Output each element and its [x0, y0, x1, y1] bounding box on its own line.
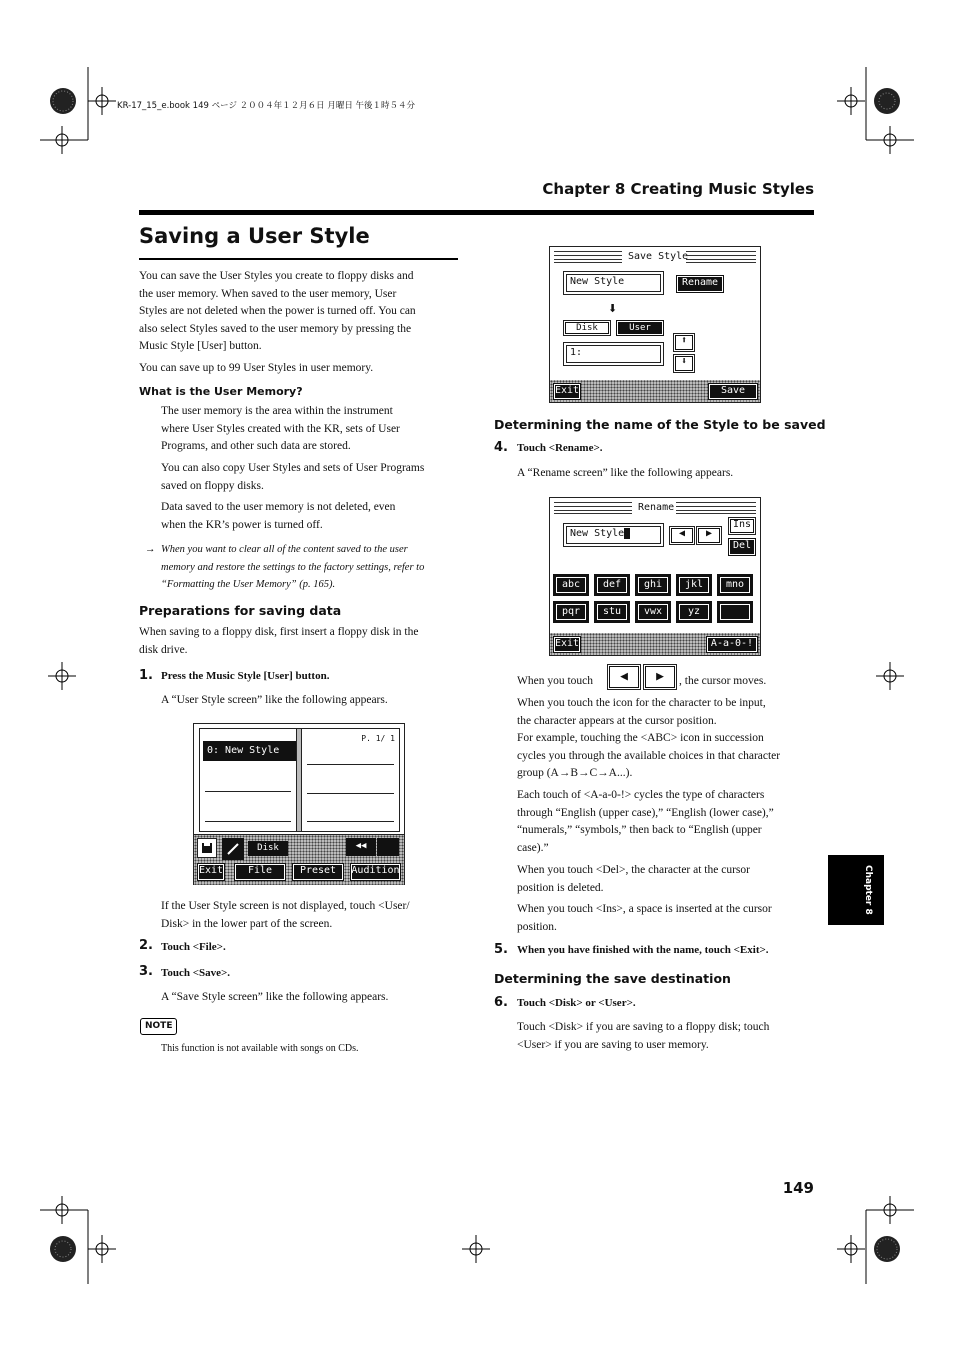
down-arrow-button[interactable]: ⬇	[673, 354, 695, 373]
rewind-button[interactable]: ◀◀	[346, 838, 376, 856]
char-key-jkl[interactable]: jkl	[676, 574, 712, 596]
char-key-blank[interactable]	[717, 601, 753, 623]
text-cursor	[624, 528, 630, 539]
exit-button[interactable]: Exit	[197, 863, 225, 881]
text-line: when the KR’s power is turned off.	[161, 518, 323, 531]
floppy-icon[interactable]	[197, 838, 217, 858]
forward-button[interactable]	[377, 838, 399, 856]
char-key-yz[interactable]: yz	[676, 601, 712, 623]
text-line: memory and restore the settings to the factory settings, refer to	[161, 561, 425, 573]
step-4-number: 4.	[494, 440, 508, 455]
intro-paragraph	[139, 268, 469, 356]
style-list-right	[301, 728, 400, 832]
del-paragraph	[517, 862, 817, 897]
text-line: Styles are not deleted when the power is turned off. You can	[139, 305, 416, 317]
step-2-text: Touch <File>.	[161, 941, 226, 953]
text-line: saved on floppy disks.	[161, 479, 264, 492]
pencil-icon[interactable]	[222, 838, 244, 860]
after-screen-note	[161, 898, 471, 933]
header-rule	[139, 210, 814, 215]
page-title: Saving a User Style	[139, 224, 370, 248]
step-3-result: A “Save Style screen” like the following appears.	[161, 991, 389, 1003]
step-2-number: 2.	[139, 938, 153, 953]
save-button[interactable]: Save	[708, 383, 758, 400]
staff-decoration	[686, 251, 756, 263]
step-6-paragraph	[517, 1019, 817, 1054]
step-6-text: Touch <Disk> or <User>.	[517, 997, 636, 1009]
step-6-number: 6.	[494, 995, 508, 1010]
char-paragraph	[517, 695, 817, 783]
page-number: 149	[782, 1179, 814, 1197]
text-line: The user memory is the area within the instrument	[161, 405, 393, 417]
text-line: also select Styles saved to the user memory by pressing the	[139, 322, 412, 335]
memory-paragraph-3	[161, 499, 471, 534]
text-line: Music Style [User] button.	[139, 340, 262, 352]
text-line: “numerals,” “symbols,” then back to “English (upper	[517, 824, 762, 836]
save-screen-toolbar	[550, 380, 760, 402]
chapter-side-tab	[828, 855, 884, 925]
preset-button[interactable]: Preset	[292, 863, 344, 881]
text-line: Programs, and other such data are stored.	[161, 440, 351, 452]
text-line: You can save the User Styles you create to floppy disks and	[139, 270, 414, 282]
save-screen-title: Save Style	[628, 251, 689, 262]
mode-paragraph	[517, 787, 817, 857]
note-text: This function is not available with songs on CDs.	[161, 1043, 359, 1054]
step-5-text: When you have finished with the name, touch <Exit>.	[517, 944, 769, 956]
text-line: When saving to a floppy disk, first insert a floppy disk in the	[139, 626, 419, 638]
ins-button[interactable]: Ins	[728, 517, 756, 535]
text-line: position is deleted.	[517, 881, 604, 894]
char-key-vwx[interactable]: vwx	[635, 601, 671, 623]
prep-heading: Preparations for saving data	[139, 603, 342, 618]
text-line: When you touch <Ins>, a space is inserted at the cursor	[517, 903, 772, 915]
step-4-result: A “Rename screen” like the following appears.	[517, 467, 734, 479]
text-line: case).”	[517, 841, 549, 854]
destination-heading: Determining the save destination	[494, 971, 731, 986]
down-arrow-icon: ⬇	[608, 303, 618, 315]
title-underline	[139, 258, 458, 260]
char-key-mno[interactable]: mno	[717, 574, 753, 596]
text-line: You can also copy User Styles and sets of User Programs	[161, 462, 425, 474]
text-line: Touch <Disk> if you are saving to a floppy disk; touch	[517, 1021, 770, 1033]
list-line	[307, 793, 394, 794]
rename-name-field[interactable]	[563, 523, 664, 547]
rename-screen	[549, 497, 761, 656]
reference-arrow: →	[145, 544, 156, 555]
up-arrow-button[interactable]: ⬆	[673, 333, 695, 352]
text-line: When you touch <Del>, the character at the cursor	[517, 864, 750, 876]
text-line: position.	[517, 920, 557, 933]
step-1-number: 1.	[139, 668, 153, 683]
text-line: <User> if you are saving to user memory.	[517, 1038, 709, 1051]
memory-paragraph-2	[161, 460, 471, 495]
text-line: When you touch the icon for the character to be input,	[517, 697, 766, 709]
cursor-text-before: When you touch	[517, 675, 594, 687]
step-4-text: Touch <Rename>.	[517, 442, 603, 454]
mode-button[interactable]: A-a-0-!	[706, 636, 758, 653]
text-line: When you want to clear all of the content saved to the user	[161, 544, 408, 555]
disk-button[interactable]: Disk	[248, 841, 288, 856]
intro-paragraph-2: You can save up to 99 User Styles in user memory.	[139, 362, 374, 374]
text-line: Data saved to the user memory is not deleted, even	[161, 501, 396, 513]
step-5-number: 5.	[494, 942, 508, 957]
reference-note	[161, 541, 471, 594]
list-line	[205, 791, 291, 792]
staff-decoration	[554, 502, 632, 514]
staff-decoration	[554, 251, 622, 263]
cursor-left-button[interactable]: ◀	[669, 526, 695, 545]
text-line: “Formatting the User Memory” (p. 165).	[161, 579, 336, 590]
file-info: KR-17_15_e.book 149 ページ ２００４年１２月６日 月曜日 午後１時５４分	[117, 101, 416, 111]
text-line: cycles you through the available choices in that character	[517, 749, 781, 762]
text-line: Each touch of <A-a-0-!> cycles the type of characters	[517, 789, 765, 801]
text-line: For example, touching the <ABC> icon in succession	[517, 732, 764, 744]
list-line	[307, 821, 394, 822]
text-line: disk drive.	[139, 643, 188, 656]
note-badge: NOTE	[140, 1018, 177, 1035]
cursor-text-after: , the cursor moves.	[679, 675, 767, 687]
rename-screen-toolbar	[550, 633, 760, 655]
text-line: the character appears at the cursor position.	[517, 714, 717, 727]
memory-heading: What is the User Memory?	[139, 385, 303, 398]
style-number-field[interactable]: 1:	[563, 342, 664, 366]
text-line: If the User Style screen is not displayed, touch <User/	[161, 900, 410, 912]
disk-button[interactable]: Disk	[563, 320, 611, 336]
page-indicator: P. 1/ 1	[361, 734, 395, 743]
step-3-number: 3.	[139, 964, 153, 979]
staff-decoration	[676, 502, 756, 514]
char-key-stu[interactable]: stu	[594, 601, 630, 623]
list-line	[205, 821, 291, 822]
style-list-left	[199, 728, 297, 832]
memory-paragraph-1	[161, 403, 471, 456]
prep-paragraph	[139, 624, 469, 659]
step-1-text: Press the Music Style [User] button.	[161, 670, 330, 682]
exit-button[interactable]: Exit	[553, 383, 581, 400]
inline-cursor-right-icon: ▶	[643, 664, 677, 690]
chapter-side-tab-label: Chapter 8	[863, 865, 873, 915]
del-button[interactable]: Del	[728, 538, 756, 556]
text-line: Disk> in the lower part of the screen.	[161, 917, 333, 930]
exit-button[interactable]: Exit	[553, 636, 581, 653]
char-key-def[interactable]: def	[594, 574, 630, 596]
rename-button[interactable]: Rename	[676, 275, 724, 293]
rename-name-value: New Style	[570, 528, 625, 539]
text-line: group (A→B→C→A...).	[517, 767, 633, 779]
char-key-abc[interactable]: abc	[553, 574, 589, 596]
step-3-text: Touch <Save>.	[161, 967, 230, 979]
file-button[interactable]: File	[234, 863, 286, 881]
user-screen-toolbar	[194, 834, 404, 885]
user-button[interactable]: User	[616, 320, 664, 336]
step-1-result: A “User Style screen” like the following appears.	[161, 694, 388, 706]
list-line	[307, 764, 394, 765]
text-line: through “English (upper case),” “English (lower case),”	[517, 806, 774, 819]
audition-button[interactable]: Audition	[350, 863, 401, 881]
chapter-title: Chapter 8 Creating Music Styles	[542, 180, 814, 198]
inline-cursor-left-icon: ◀	[607, 664, 641, 690]
name-heading: Determining the name of the Style to be saved	[494, 417, 826, 432]
save-style-screen	[549, 246, 761, 403]
ins-paragraph	[517, 901, 817, 936]
text-line: where User Styles created with the KR, sets of User	[161, 422, 400, 435]
cursor-right-button[interactable]: ▶	[696, 526, 722, 545]
char-key-pqr[interactable]: pqr	[553, 601, 589, 623]
style-name-field[interactable]: New Style	[563, 271, 664, 295]
rename-screen-title: Rename	[638, 502, 675, 513]
user-style-screen	[193, 723, 405, 885]
text-line: the user memory. When saved to the user memory, User	[139, 287, 397, 300]
style-list-selected[interactable]: 0: New Style	[203, 741, 296, 761]
char-key-ghi[interactable]: ghi	[635, 574, 671, 596]
